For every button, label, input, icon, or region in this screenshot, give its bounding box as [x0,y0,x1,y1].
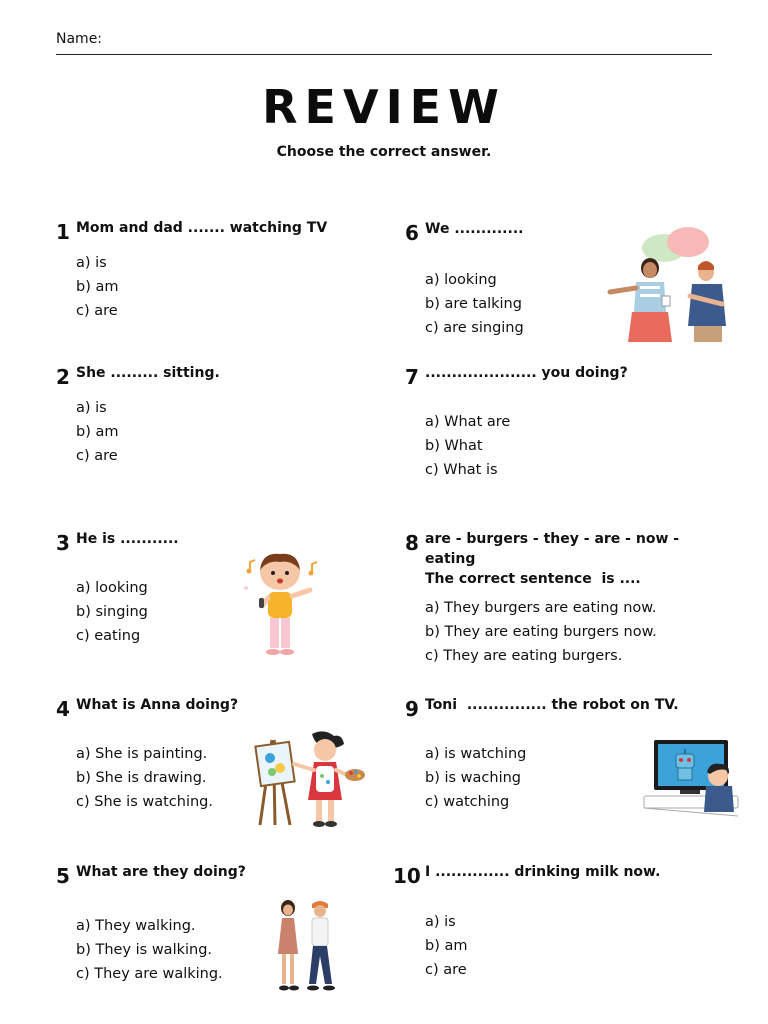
option-a[interactable]: a) is [76,400,107,416]
option-b[interactable]: b) am [425,938,468,954]
question-number: 8 [405,531,419,555]
question-text: She ......... sitting. [76,365,220,381]
question-text: He is ........... [76,531,179,547]
question-text: We ............. [425,221,524,237]
option-b[interactable]: b) is waching [425,770,521,786]
option-b[interactable]: b) They are eating burgers now. [425,624,657,640]
option-a[interactable]: a) is [76,255,107,271]
option-b[interactable]: b) am [76,424,119,440]
option-a[interactable]: a) is [425,914,456,930]
option-b[interactable]: b) She is drawing. [76,770,207,786]
question-text: What is Anna doing? [76,697,239,713]
question-number: 6 [405,221,419,245]
girl-painting-illustration [250,730,368,830]
option-c[interactable]: c) are [76,448,118,464]
couple-walking-illustration [270,898,350,994]
option-a[interactable]: a) They burgers are eating now. [425,600,657,616]
question-text: are - burgers - they - are - now - eating The correct sentence is .... [425,531,680,587]
name-line[interactable] [56,54,712,55]
question-number: 3 [56,531,70,555]
question-number: 2 [56,365,70,389]
page-title: REVIEW [262,80,506,134]
child-singing-illustration [240,550,320,660]
option-c[interactable]: c) watching [425,794,510,810]
option-b[interactable]: b) What [425,438,483,454]
option-b[interactable]: b) singing [76,604,148,620]
question-number: 9 [405,697,419,721]
option-a[interactable]: a) She is painting. [76,746,208,762]
option-c[interactable]: c) What is [425,462,498,478]
question-number: 10 [393,864,421,888]
question-number: 5 [56,864,70,888]
question-number: 7 [405,365,419,389]
option-c[interactable]: c) eating [76,628,141,644]
option-a[interactable]: a) They walking. [76,918,196,934]
question-text: Toni ............... the robot on TV. [425,697,679,713]
option-b[interactable]: b) are talking [425,296,522,312]
option-c[interactable]: c) They are walking. [76,966,223,982]
option-a[interactable]: a) is watching [425,746,527,762]
option-a[interactable]: a) looking [76,580,148,596]
option-c[interactable]: c) She is watching. [76,794,213,810]
option-c[interactable]: c) are [76,303,118,319]
option-c[interactable]: c) are singing [425,320,524,336]
name-label: Name: [56,31,103,47]
option-a[interactable]: a) looking [425,272,497,288]
option-c[interactable]: c) They are eating burgers. [425,648,623,664]
question-number: 4 [56,697,70,721]
option-b[interactable]: b) They is walking. [76,942,213,958]
question-text: ..................... you doing? [425,365,628,381]
instructions: Choose the correct answer. [276,144,492,160]
question-text: Mom and dad ....... watching TV [76,220,328,236]
question-text: I .............. drinking milk now. [425,864,661,880]
boy-watching-tv-illustration [640,736,742,822]
option-b[interactable]: b) am [76,279,119,295]
option-c[interactable]: c) are [425,962,467,978]
option-a[interactable]: a) What are [425,414,511,430]
people-talking-illustration [602,226,736,344]
question-text: What are they doing? [76,864,246,880]
question-number: 1 [56,220,70,244]
